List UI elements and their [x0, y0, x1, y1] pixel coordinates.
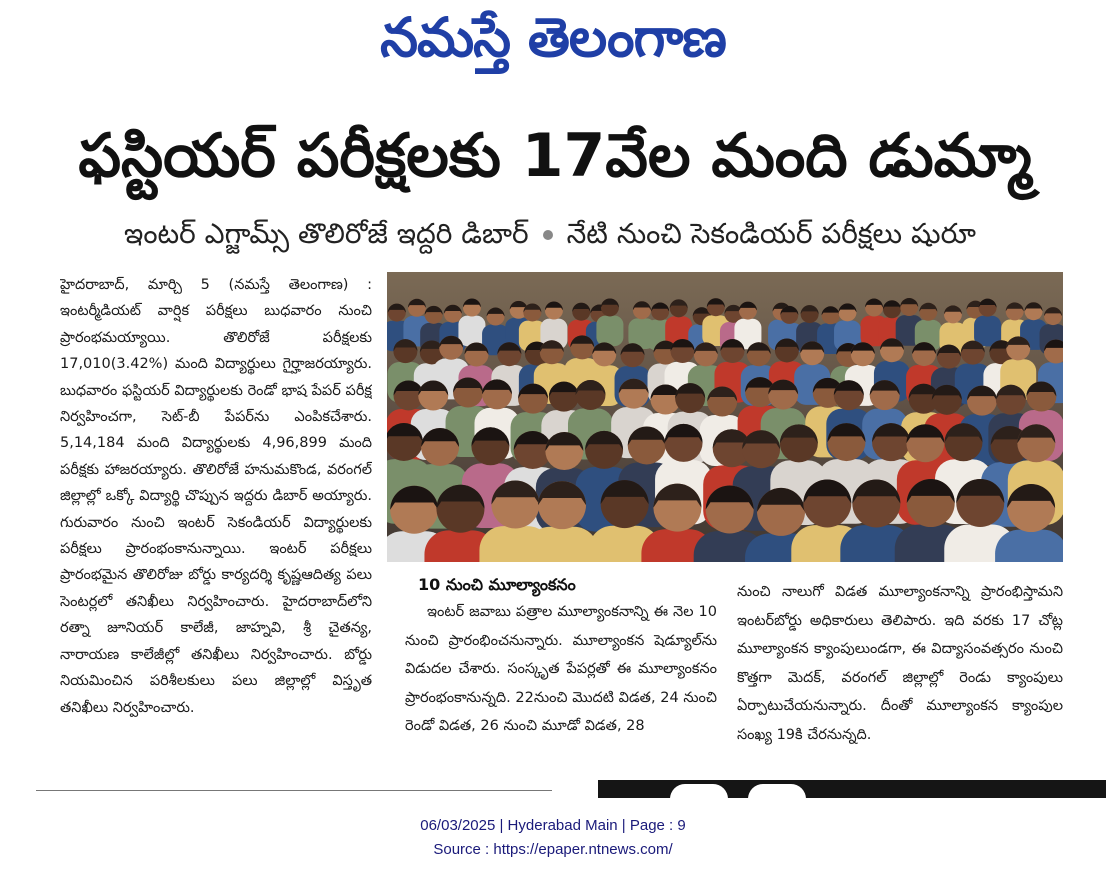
subhead-left: ఇంటర్ ఎగ్జామ్స్ తొలిరోజే ఇద్దరి డిబార్: [124, 217, 529, 250]
masthead-logo-text: నమస్తే తెలంగాణ: [380, 5, 726, 69]
person-body: [995, 530, 1063, 562]
subsection-heading: 10 నుంచి మూల్యాంకనం: [418, 575, 576, 594]
article-column-left: [60, 272, 372, 774]
headline: ఫస్టియర్ పరీక్షలకు 17వేల మంది డుమ్మా: [78, 121, 1032, 191]
article-body-left: హైదరాబాద్, మార్చి 5 (నమస్తే తెలంగాణ) : ఇంటర్మీడియట్ వార్షిక పరీక్షలు బుధవారం నుంచి ప్రారంభమయ్యాయి. తొలిరోజే పరీక్షలకు 17,010(3.42%) మంది విద్యార్థులు గైర్హాజరయ్యారు. బుధవారం ఫస్టియర్ విద్యార్థులకు రెండో భాష పేపర్ పరీక్ష నిర్వహించగా, సెట్-బీ పేపర్‌ను ఎంపికచేశారు. 5,14,184 మంది విద్యార్థులకు 4,96,899 మంది పరీక్షకు హాజరయ్యారు. తొలిరోజే హనుమకొండ, వరంగల్ జిల్లాల్లో ఒక్కో విద్యార్థి చొప్పున ఇద్దరు డిబార్ అయ్యారు. గురువారం నుంచి ఇంటర్ సెకండియర్ విద్యార్థులకు పరీక్షలు ప్రారంభంకానున్నాయి. ఇంటర్ పరీక్షలు ప్రారంభమైన తొలిరోజు బోర్డు కార్యదర్శి కృష్ణఆదిత్య పలు సెంటర్లలో తనిఖీలు నిర్వహించారు. హైదరాబాద్‌లోని రత్నా జూనియర్ కాలేజీ, జాహ్నవి, శ్రీ చైతన్య, నారాయణ కాలేజీల్లో తనిఖీలు నిర్వహించారు. బోర్డు నియమించిన పరిశీలకులు పలు జిల్లాల్లో విస్తృత తనిఖీలు నిర్వహించారు.: [60, 277, 372, 716]
ad-strip-top-edge: [598, 776, 1106, 780]
crowd-photo-illustration: [387, 272, 1063, 562]
person-body: [458, 316, 485, 347]
footer-source: Source : https://epaper.ntnews.com/: [433, 841, 673, 858]
advertisement-strip: [598, 776, 1106, 798]
page-footer: [0, 814, 1106, 862]
footer-date-edition: 06/03/2025 | Hyderabad Main | Page : 9: [420, 817, 686, 834]
person-body: [526, 527, 598, 562]
subheadline: [50, 212, 1050, 256]
column-divider-rule: [36, 790, 552, 791]
ad-graphic-shape: [748, 784, 806, 798]
article-column-right: నుంచి నాలుగో విడత మూల్యాంకనాన్ని ప్రారంభిస్తామని ఇంటర్‌బోర్డు అధికారులు తెలిపారు. ఇది వరకు 17 చోట్ల మూల్యాంకన క్యాంపులుండగా, ఈ విద్యాసంవత్సరం నుంచి కొత్తగా మెదక్, వరంగల్ జిల్లాల్లో రెండు క్యాంపులు ఏర్పాటుచేయనున్నారు. దీంతో మూల్యాంకన క్యాంపుల సంఖ్య 19కి చేరనున్నది.: [737, 584, 1063, 743]
masthead: [0, 0, 1106, 78]
news-photo: [387, 272, 1063, 562]
subhead-right: నేటి నుంచి సెకండియర్ పరీక్షలు షురూ: [566, 217, 976, 250]
bullet-separator: [543, 230, 553, 240]
person-body: [596, 316, 623, 347]
ad-graphic-shape: [670, 784, 728, 798]
article-column-middle: ఇంటర్ జవాబు పత్రాల మూల్యాంకనాన్ని ఈ నెల 10 నుంచి ప్రారంభించనున్నారు. మూల్యాంకన షెడ్యూల్‌ను విడుదల చేశారు. సంస్కృత పేపర్లతో ఈ మూల్యాంకనం ప్రారంభంకానున్నది. 22నుంచి మొదటి విడత, 24 నుంచి రెండో విడత, 26 నుంచి మూడో విడత, 28: [405, 604, 717, 734]
